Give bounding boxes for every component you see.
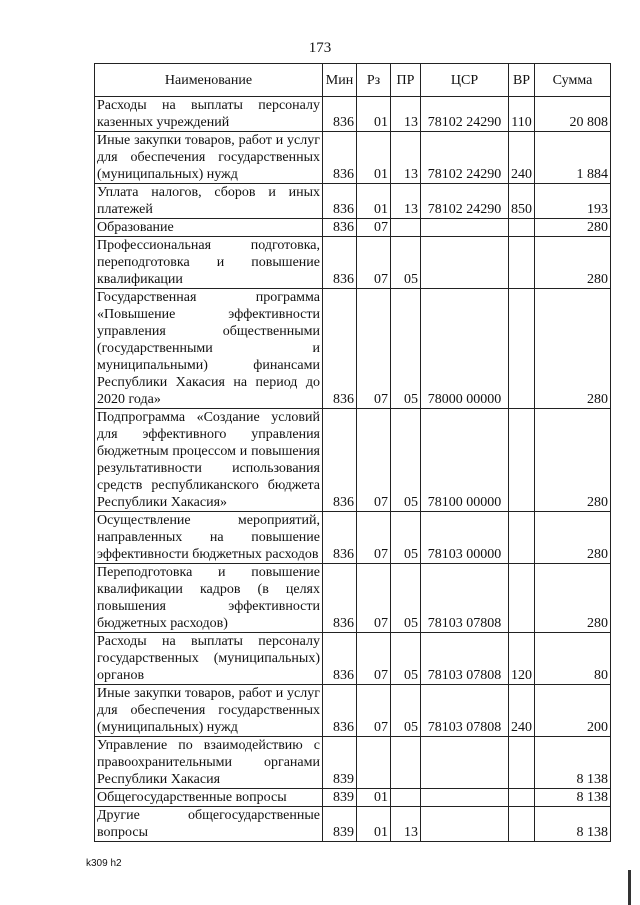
table-row (95, 564, 611, 633)
row-csr: 78103 07808 (421, 633, 509, 685)
header-pr: ПР (391, 64, 421, 97)
row-csr: 78103 00000 (421, 512, 509, 564)
row-pr (391, 737, 421, 789)
row-sum: 280 (535, 512, 611, 564)
row-csr (421, 807, 509, 842)
row-vr (509, 237, 535, 289)
row-min: 836 (323, 564, 357, 633)
row-rz: 01 (357, 97, 391, 132)
table-row (95, 219, 611, 237)
row-name: Переподготовка и повышение квалификации кадров (в целях повышения эффективности бюджетных расходов) (95, 564, 323, 633)
header-vr: ВР (509, 64, 535, 97)
row-sum: 280 (535, 564, 611, 633)
row-min: 839 (323, 807, 357, 842)
row-vr (509, 737, 535, 789)
row-min: 836 (323, 633, 357, 685)
row-name: Уплата налогов, сборов и иных платежей (95, 184, 323, 219)
row-sum: 8 138 (535, 737, 611, 789)
row-rz: 07 (357, 289, 391, 409)
row-vr (509, 409, 535, 512)
row-name: Осуществление мероприятий, направленных на повышение эффективности бюджетных расходов (95, 512, 323, 564)
page-number: 173 (308, 40, 332, 56)
row-min: 836 (323, 512, 357, 564)
row-rz: 01 (357, 807, 391, 842)
row-pr: 13 (391, 184, 421, 219)
row-vr (509, 564, 535, 633)
header-min: Мин (323, 64, 357, 97)
table-row (95, 789, 611, 807)
header-name: Наименование (95, 64, 323, 97)
header-sum: Сумма (535, 64, 611, 97)
row-name: Другие общегосударственные вопросы (95, 807, 323, 842)
row-vr (509, 789, 535, 807)
row-pr: 05 (391, 685, 421, 737)
table-row (95, 184, 611, 219)
row-sum: 8 138 (535, 807, 611, 842)
row-vr (509, 512, 535, 564)
row-csr (421, 219, 509, 237)
table-row (95, 237, 611, 289)
row-csr: 78102 24290 (421, 97, 509, 132)
row-csr: 78103 07808 (421, 685, 509, 737)
row-csr (421, 737, 509, 789)
budget-table (94, 63, 611, 842)
row-sum: 280 (535, 409, 611, 512)
header-csr: ЦСР (421, 64, 509, 97)
row-rz: 07 (357, 685, 391, 737)
table-row (95, 685, 611, 737)
row-name: Иные закупки товаров, работ и услуг для обеспечения государственных (муниципальных) нужд (95, 132, 323, 184)
row-csr: 78100 00000 (421, 409, 509, 512)
table-row (95, 633, 611, 685)
row-vr: 850 (509, 184, 535, 219)
row-min: 836 (323, 237, 357, 289)
table-row (95, 807, 611, 842)
row-min: 836 (323, 409, 357, 512)
row-name: Расходы на выплаты персоналу казенных учреждений (95, 97, 323, 132)
row-min: 836 (323, 219, 357, 237)
row-pr (391, 219, 421, 237)
table-row (95, 289, 611, 409)
row-sum: 193 (535, 184, 611, 219)
row-pr (391, 789, 421, 807)
row-pr: 05 (391, 409, 421, 512)
header-rz: Рз (357, 64, 391, 97)
row-csr: 78103 07808 (421, 564, 509, 633)
row-rz: 07 (357, 219, 391, 237)
row-sum: 200 (535, 685, 611, 737)
row-min: 836 (323, 132, 357, 184)
row-min: 836 (323, 184, 357, 219)
table-row (95, 512, 611, 564)
row-pr: 13 (391, 132, 421, 184)
row-csr: 78000 00000 (421, 289, 509, 409)
row-name: Государственная программа «Повышение эффективности управления общественными (государственными и муниципальными) финансами Республики Хакасия на период до 2020 года» (95, 289, 323, 409)
row-pr: 05 (391, 237, 421, 289)
row-vr (509, 219, 535, 237)
row-name: Профессиональная подготовка, переподготовка и повышение квалификации (95, 237, 323, 289)
row-rz: 07 (357, 512, 391, 564)
row-vr: 240 (509, 132, 535, 184)
row-sum: 280 (535, 289, 611, 409)
row-pr: 13 (391, 807, 421, 842)
row-vr (509, 289, 535, 409)
row-sum: 8 138 (535, 789, 611, 807)
row-sum: 280 (535, 237, 611, 289)
row-rz: 01 (357, 132, 391, 184)
row-rz (357, 737, 391, 789)
row-pr: 13 (391, 97, 421, 132)
row-sum: 1 884 (535, 132, 611, 184)
row-min: 836 (323, 685, 357, 737)
row-csr (421, 789, 509, 807)
row-pr: 05 (391, 564, 421, 633)
table-body (95, 97, 611, 842)
scan-edge-mark (628, 870, 631, 905)
row-sum: 80 (535, 633, 611, 685)
row-rz: 07 (357, 237, 391, 289)
row-min: 839 (323, 789, 357, 807)
row-name: Иные закупки товаров, работ и услуг для обеспечения государственных (муниципальных) нужд (95, 685, 323, 737)
row-min: 836 (323, 97, 357, 132)
row-name: Управление по взаимодействию с правоохранительными органами Республики Хакасия (95, 737, 323, 789)
table-row (95, 409, 611, 512)
table-header-row (95, 64, 611, 97)
table-row (95, 97, 611, 132)
row-sum: 20 808 (535, 97, 611, 132)
row-vr (509, 807, 535, 842)
row-min: 836 (323, 289, 357, 409)
row-vr: 120 (509, 633, 535, 685)
row-vr: 110 (509, 97, 535, 132)
row-name: Общегосударственные вопросы (95, 789, 323, 807)
table-row (95, 132, 611, 184)
row-rz: 07 (357, 633, 391, 685)
row-min: 839 (323, 737, 357, 789)
footer-code: k309 h2 (86, 858, 122, 869)
row-pr: 05 (391, 289, 421, 409)
table-row (95, 737, 611, 789)
row-name: Расходы на выплаты персоналу государственных (муниципальных) органов (95, 633, 323, 685)
row-csr: 78102 24290 (421, 132, 509, 184)
row-rz: 01 (357, 789, 391, 807)
row-csr: 78102 24290 (421, 184, 509, 219)
row-name: Образование (95, 219, 323, 237)
row-pr: 05 (391, 633, 421, 685)
row-rz: 07 (357, 409, 391, 512)
row-rz: 01 (357, 184, 391, 219)
row-csr (421, 237, 509, 289)
row-rz: 07 (357, 564, 391, 633)
row-vr: 240 (509, 685, 535, 737)
row-sum: 280 (535, 219, 611, 237)
row-pr: 05 (391, 512, 421, 564)
row-name: Подпрограмма «Создание условий для эффективного управления бюджетным процессом и повышения результативности использования средств республиканского бюджета Республики Хакасия» (95, 409, 323, 512)
